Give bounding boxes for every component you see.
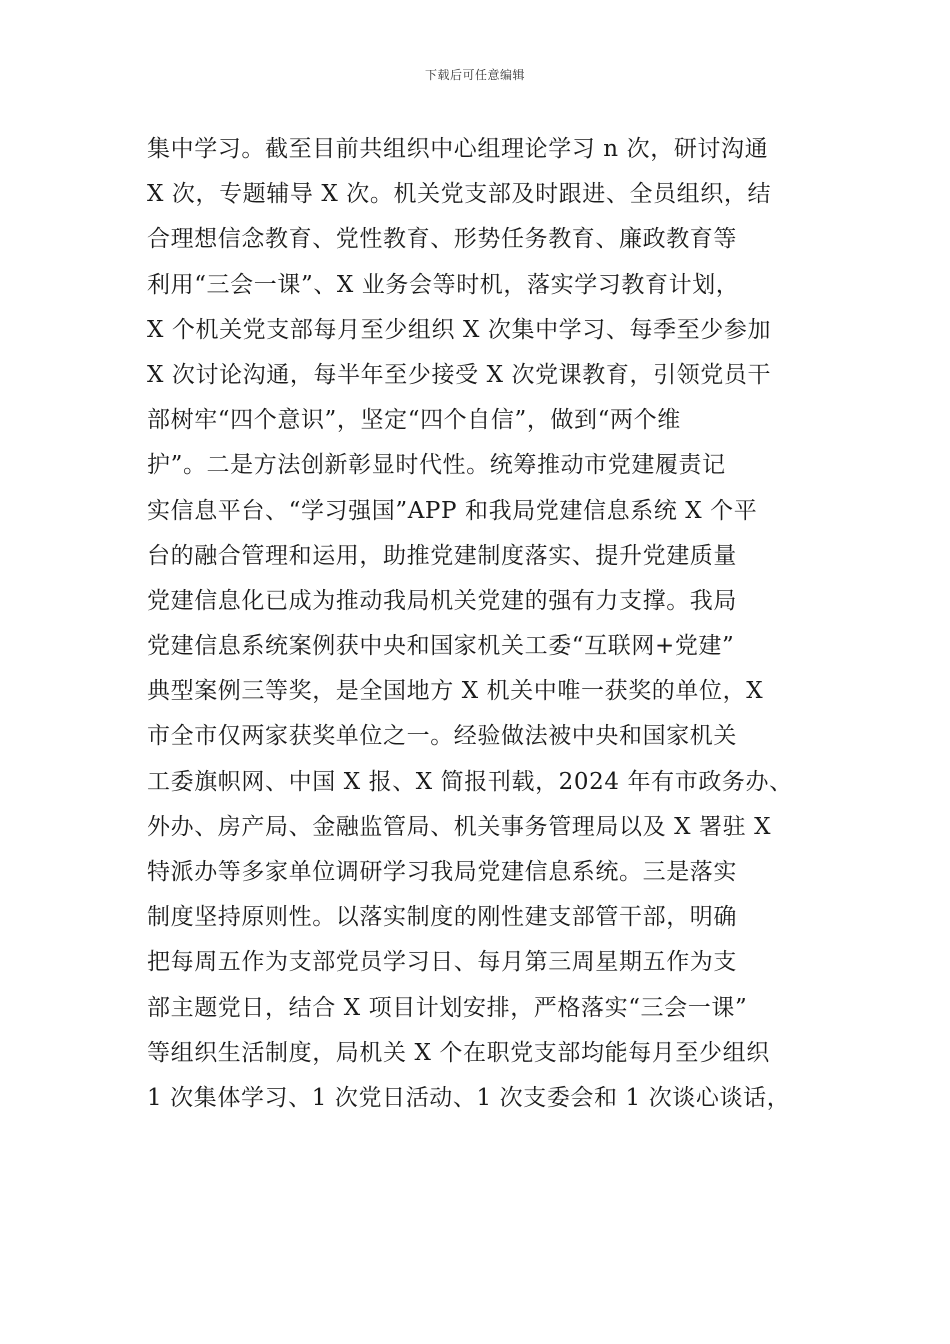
text-line: 典型案例三等奖，是全国地方 X 机关中唯一获奖的单位，X <box>147 678 764 705</box>
text-line: X 个机关党支部每月至少组织 X 次集中学习、每季至少参加 <box>147 316 772 343</box>
text-line: 制度坚持原则性。以落实制度的刚性建支部管干部，明确 <box>147 904 737 931</box>
text-line: X 次讨论沟通，每半年至少接受 X 次党课教育，引领党员干 <box>147 361 772 388</box>
text-line: 市全市仅两家获奖单位之一。经验做法被中央和国家机关 <box>147 723 737 750</box>
text-line: 特派办等多家单位调研学习我局党建信息系统。三是落实 <box>147 859 737 885</box>
text-line: 集中学习。截至目前共组织中心组理论学习 n 次，研讨沟通 <box>147 136 769 162</box>
text-line: 部主题党日，结合 X 项目计划安排，严格落实“三会一课” <box>147 994 748 1021</box>
document-body <box>147 127 827 1121</box>
text-line: 等组织生活制度，局机关 X 个在职党支部均能每月至少组织 <box>147 1039 770 1066</box>
text-line: 护”。二是方法创新彰显时代性。统筹推动市党建履责记 <box>147 452 726 479</box>
text-line: 1 次集体学习、1 次党日活动、1 次支委会和 1 次谈心谈话， <box>147 1084 791 1111</box>
page-header: 下载后可任意编辑 <box>424 68 525 82</box>
text-line: 党建信息系统案例获中央和国家机关工委“互联网+党建” <box>147 633 735 660</box>
text-line: 党建信息化已成为推动我局机关党建的强有力支撑。我局 <box>147 587 737 614</box>
text-line: 部树牢“四个意识”，坚定“四个自信”，做到“两个维 <box>147 407 681 434</box>
text-line: 台的融合管理和运用，助推党建制度落实、提升党建质量 <box>147 542 737 569</box>
text-line: 外办、房产局、金融监管局、机关事务管理局以及 X 署驻 X <box>147 813 772 840</box>
text-line: 把每周五作为支部党员学习日、每月第三周星期五作为支 <box>147 949 737 976</box>
text-line: X 次，专题辅导 X 次。机关党支部及时跟进、全员组织，结 <box>147 181 772 208</box>
text-line: 工委旗帜网、中国 X 报、X 简报刊载，2024 年有市政务办、 <box>147 768 793 795</box>
text-line: 利用“三会一课”、X 业务会等时机，落实学习教育计划， <box>147 271 740 298</box>
text-line: 实信息平台、“学习强国”APP 和我局党建信息系统 X 个平 <box>147 497 758 524</box>
text-line: 合理想信念教育、党性教育、形势任务教育、廉政教育等 <box>147 226 737 253</box>
